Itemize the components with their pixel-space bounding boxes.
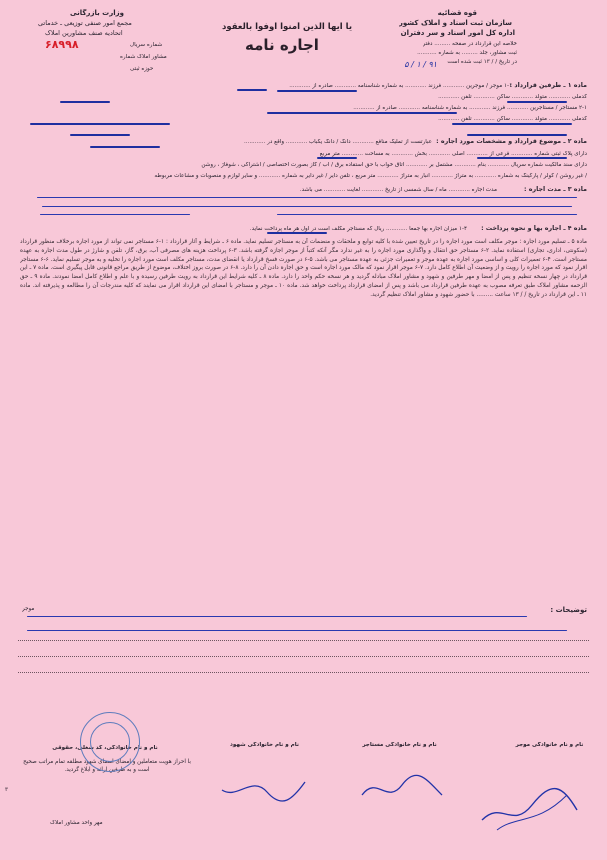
handwriting-line bbox=[40, 214, 190, 215]
handwriting-line bbox=[277, 214, 577, 215]
article-3-text: مدت اجاره ............ ماه / سال شمسی از تاریخ ............ لغایت ............ می باشد. bbox=[299, 187, 497, 193]
witness-signature bbox=[217, 770, 307, 810]
notes-title: توضیحات : bbox=[550, 606, 587, 614]
article-1-title: ماده ۱ ـ طرفین قرارداد : bbox=[509, 82, 587, 89]
handwriting-stroke bbox=[237, 89, 267, 91]
summary-line-1: خلاصه این قرارداد در صفحه ......... دفتر bbox=[422, 41, 517, 47]
notes-landlord-label: موجر bbox=[22, 606, 35, 612]
article-2-line-3: دارای سند مالکیت شماره سریال ............ بنام ............ مشتمل بر ............ اتاق خواب با حق استفاده برق / آب / گاز بصورت اختصاصی / اشتراکی ، شوفاژ ، روشن bbox=[201, 162, 587, 168]
article-1-line-2: کدملی ............ متولد ............ ساکن ............ تلفن ............ bbox=[438, 94, 587, 100]
document-title: اجاره نامه bbox=[245, 36, 319, 54]
office-number-label: مشاور املاک شماره bbox=[120, 54, 167, 60]
handwriting-stroke bbox=[477, 157, 567, 159]
handwritten-date: ۹۱ / ۱ / ۵ bbox=[404, 60, 437, 69]
agent-verification-note: با احراز هویت متعاملین و امضای امضای شهود مطلقه تمام مراتب صحیح است و به طرفین ارائه و ابلاغ گردید. bbox=[23, 759, 191, 773]
article-4-text: ۱-۴ میزان اجاره بها جمعاً ............ ریال که مستاجر مکلف است در اول هر ماه پرداخت نماید. bbox=[249, 226, 467, 232]
handwriting-line bbox=[37, 197, 577, 198]
handwriting-line bbox=[42, 206, 572, 207]
handwriting-stroke bbox=[452, 123, 572, 125]
conditions-paragraph: ماده ۵ ـ تسلیم مورد اجاره : موجر مکلف است مورد اجاره را در تاریخ تعیین شده با کلیه توابع و ملحقات و منضمات آن به مستاجر تسلیم نماید. ماده ۶ ـ شرایط و آثار قرارداد : ۱-۶ مستاجر نمی تواند از مورد اجاره برخلاف منظور قرارداد (سکونتی، اداری، تجاری) استفاده نماید. ۲-۶ مستاجر حق انتقال و واگذاری مورد اجاره را به غیر ندارد مگر آنکه کتباً از موجر اجازه گرفته باشد. ۳-۶ پرداخت هزینه های مصرفی آب، برق، گاز، تلفن و شارژ در طول مدت اجاره به عهده مستاجر است. ۴-۶ تعمیرات کلی و اساسی مورد اجاره به عهده موجر و تعمیرات جزئی به عهده مستاجر می باشد. ۵-۶ در صورت فسخ قرارداد یا انقضای مدت، مستاجر مکلف است مورد اجاره را تخلیه و به موجر تسلیم نماید. ۶-۶ مستاجر اقرار نمود که مورد اجاره را رویت و از وضعیت آن اطلاع کامل دارد. ۷-۶ موجر اقرار نمود که مالک مورد اجاره است و حق اجاره دادن آن را دارد. ۸-۶ در صورت بروز اختلاف، موضوع از طریق مراجع قانونی قابل پیگیری است. ماده ۷ ـ این قرارداد در چهار نسخه تنظیم و پس از امضا و مهر طرفین و شهود و مشاور املاک مبادله گردید و هر نسخه حکم واحد را دارد. ماده ۸ ـ کلیه شرایط این قرارداد به رویت طرفین رسیده و با علم و اطلاع کامل امضا نمودند. ماده ۹ ـ حق الزحمه مشاور املاک طبق تعرفه مصوب به عهده طرفین قرارداد می باشد و پس از امضای قرارداد پرداخت خواهد شد. ماده ۱۰ ـ موجر و مستاجر با امضای این قرارداد اقرار می نمایند که کلیه مندرجات آن را مطالعه و پذیرفته اند. ماده ۱۱ ـ این قرارداد در تاریخ / / ۱۳ ساعت ......... با حضور شهود و مشاور املاک تنظیم گردید. bbox=[20, 239, 587, 298]
summary-line-2: ثبت مشاور، جلد ......... به شماره ........... bbox=[417, 50, 517, 56]
handwriting-stroke bbox=[467, 134, 567, 136]
landlord-signature-label: نام و نام خانوادگی موجر bbox=[515, 742, 584, 748]
article-2-line-4: / غیر روشن / کولر / پارکینگ به شماره ............ به متراژ ............ انبار به متراژ ............ متر مربع ، تلفن دایر / غیر دایر به شماره ............ و سایر لوازم و منصوبات و مشاعات مربوطه bbox=[154, 173, 587, 179]
handwriting-stroke bbox=[317, 157, 357, 159]
quran-verse: یا ایها الذین آمنوا اوفوا بالعقود bbox=[222, 22, 353, 32]
article-2-title: ماده ۲ ـ موضوع قرارداد و مشخصات مورد اجاره : bbox=[436, 138, 587, 145]
handwriting-stroke bbox=[267, 112, 457, 114]
tenant-signature-label: نام و نام خانوادگی مستاجر bbox=[362, 742, 437, 748]
article-1-line-3: ۲-۱ مستاجر / مستاجرین ............ فرزند ............ به شماره شناسنامه ............ صادره از ............ bbox=[353, 105, 587, 111]
dotted-line bbox=[18, 656, 589, 657]
tenant-signature bbox=[357, 770, 447, 810]
agents-union-heading: اتحادیه صنف مشاورین املاک bbox=[45, 29, 123, 37]
handwriting-stroke bbox=[30, 123, 170, 125]
handwriting-stroke bbox=[70, 134, 130, 136]
registry-org-heading: سازمان ثبت اسناد و املاک کشور bbox=[398, 19, 512, 27]
dotted-line bbox=[18, 672, 589, 673]
article-3-title: ماده ۳ ـ مدت اجاره : bbox=[524, 186, 587, 193]
article-1-line-1: ۱-۱ موجر / موجرین ............ فرزند ............ به شماره شناسنامه ............ صادره از ............ bbox=[289, 83, 512, 89]
registry-zone-label: حوزه ثبتی bbox=[130, 66, 154, 72]
office-stamp-inner-ring bbox=[90, 722, 130, 762]
summary-line-3: در تاریخ / / ۱۳ ثبت شده است bbox=[447, 59, 517, 65]
handwriting-stroke bbox=[277, 90, 357, 92]
dotted-line bbox=[18, 640, 589, 641]
handwriting-stroke bbox=[90, 146, 160, 148]
witness-signature-label: نام و نام خانوادگی شهود bbox=[230, 742, 299, 748]
article-4-title: ماده ۴ ـ اجاره بها و نحوه پرداخت : bbox=[481, 225, 587, 232]
handwriting-stroke bbox=[267, 232, 327, 234]
serial-label: شماره سریال bbox=[130, 42, 163, 48]
judiciary-heading: قوه قضائیه bbox=[437, 9, 477, 17]
agent-office-stamp-label: مهر واحد مشاور املاک bbox=[50, 820, 103, 826]
ministry-heading: وزارت بازرگانی bbox=[70, 9, 125, 17]
article-2-line-2: دارای پلاک ثبتی شماره ............ فرعی از ............ اصلی ............ بخش ............ به مساحت ............ متر مربع bbox=[319, 151, 587, 157]
notary-dept-heading: اداره کل امور اسناد و سر دفتران bbox=[400, 29, 515, 37]
article-2-line-1: عبارتست از تملیک منافع ............ دانگ / دانگ یکباب ............ واقع در ............ bbox=[244, 139, 432, 145]
serial-number: ۶۸۹۹۸ bbox=[45, 38, 79, 51]
union-assembly-heading: مجمع امور صنفی توزیعی ـ خدماتی bbox=[38, 19, 132, 27]
agent-signature-label: نام و نام خانوادگی، کد شغلی، حقوقی bbox=[52, 745, 158, 751]
landlord-signature bbox=[477, 760, 587, 835]
article-1-line-4: کدملی ............ متولد ............ ساکن ............ تلفن ............ bbox=[438, 116, 587, 122]
handwriting-note-line bbox=[27, 630, 567, 631]
handwriting-stroke bbox=[60, 101, 110, 103]
handwriting-stroke bbox=[507, 101, 567, 103]
margin-mark: ۳ bbox=[5, 787, 9, 793]
handwriting-note-line bbox=[27, 616, 527, 617]
